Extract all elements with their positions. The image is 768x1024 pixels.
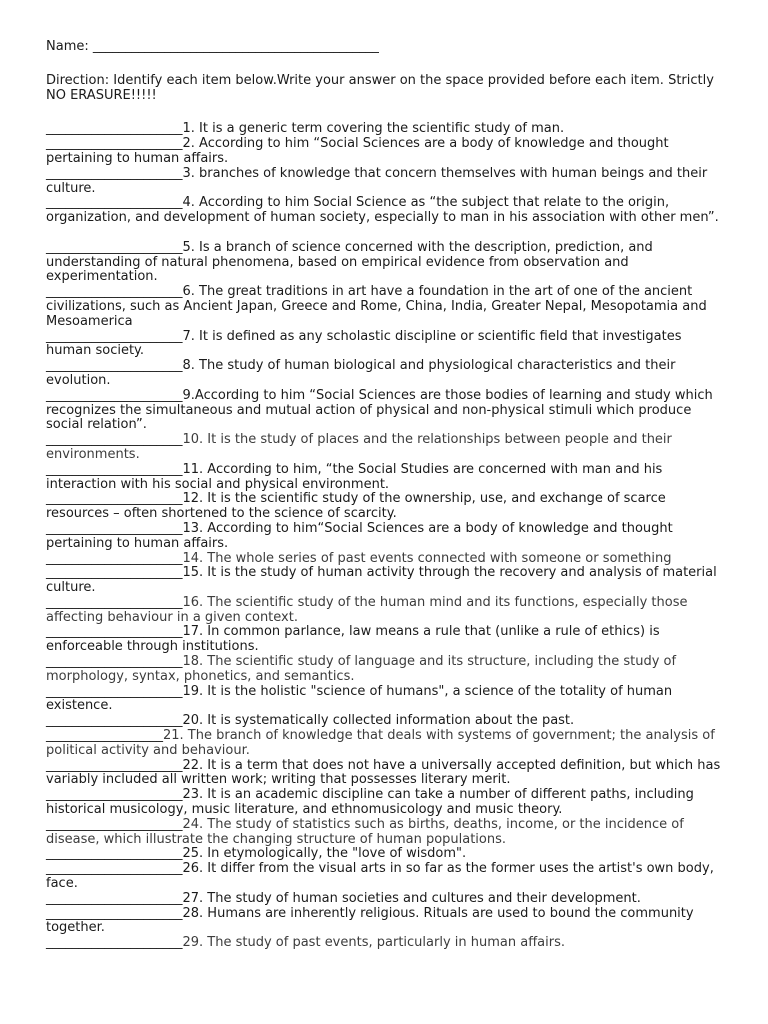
answer-blank: _____________________	[46, 890, 183, 906]
question-text: 7. It is defined as any scholastic discipline or scientific field that investigates human society.	[46, 328, 682, 359]
question-item-7	[46, 330, 726, 360]
question-text: 16. The scientific study of the human mind and its functions, especially those affecting behaviour in a given context.	[46, 594, 688, 625]
answer-blank: _____________________	[46, 757, 183, 773]
question-item-28	[46, 907, 726, 937]
question-item-14	[46, 552, 726, 567]
question-item-12	[46, 492, 726, 522]
answer-blank: _____________________	[46, 520, 183, 536]
answer-blank: _____________________	[46, 358, 183, 374]
question-text: 22. It is a term that does not have a universally accepted definition, but which has variably included all written work; writing that possesses literary merit.	[46, 757, 721, 788]
question-item-21	[46, 729, 726, 759]
question-item-5	[46, 241, 726, 285]
direction-text: Direction: Identify each item below.Write your answer on the space provided before each item. Strictly NO ERASURE!!!!!	[46, 72, 714, 103]
answer-blank: _____________________	[46, 550, 183, 566]
answer-blank: _____________________	[46, 136, 183, 152]
question-text: 2. According to him “Social Sciences are a body of knowledge and thought pertaining to human affairs.	[46, 136, 669, 166]
answer-blank: _____________________	[46, 461, 183, 477]
answer-blank: _____________________	[46, 713, 183, 729]
question-text: 14. The whole series of past events connected with someone or something	[182, 550, 672, 566]
answer-blank: _____________________	[46, 846, 183, 862]
question-text: 25. In etymologically, the "love of wisdom".	[182, 846, 467, 862]
answer-blank: _____________________	[46, 432, 183, 448]
question-text: 5. Is a branch of science concerned with the description, prediction, and understanding of natural phenomena, based on empirical evidence from observation and experimentation.	[46, 239, 653, 285]
question-item-3	[46, 167, 726, 197]
question-text: 23. It is an academic discipline can take a number of different paths, including historical musicology, music literature, and ethnomusicology and music theory.	[46, 787, 694, 818]
question-text: 6. The great traditions in art have a foundation in the art of one of the ancient civilizations, such as Ancient Japan, Greece and Rome, China, India, Greater Nepal, Mesopotamia and Mesoamerica	[46, 284, 707, 329]
question-item-11	[46, 463, 726, 493]
answer-blank: _____________________	[46, 121, 183, 137]
question-item-8	[46, 359, 726, 389]
question-item-10	[46, 433, 726, 463]
question-item-17	[46, 625, 726, 655]
answer-blank: _____________________	[46, 491, 183, 507]
question-item-6	[46, 285, 726, 329]
question-item-24	[46, 818, 726, 848]
question-item-25	[46, 847, 726, 862]
question-text: 3. branches of knowledge that concern themselves with human beings and their culture.	[46, 165, 708, 196]
question-item-9	[46, 389, 726, 433]
question-item-20	[46, 714, 726, 729]
question-item-22	[46, 759, 726, 789]
answer-blank: _____________________	[46, 284, 183, 300]
question-text: 1. It is a generic term covering the scientific study of man.	[182, 121, 565, 137]
question-item-13	[46, 522, 726, 552]
answer-blank: _____________________	[46, 935, 183, 951]
question-item-4	[46, 196, 726, 226]
answer-blank: _____________________	[46, 787, 183, 803]
question-list	[46, 122, 726, 951]
question-item-26	[46, 862, 726, 892]
name-line	[46, 40, 726, 55]
answer-blank: _____________________	[46, 239, 183, 255]
question-text: 10. It is the study of places and the relationships between people and their environments.	[46, 432, 672, 462]
question-item-29	[46, 936, 726, 951]
question-text: 20. It is systematically collected information about the past.	[182, 713, 575, 729]
question-item-16	[46, 596, 726, 626]
answer-blank: _____________________	[46, 654, 183, 670]
question-text: 4. According to him Social Science as “the subject that relate to the origin, organization, and development of human society, especially to man in his association with other men”.	[46, 195, 719, 226]
answer-blank: _____________________	[46, 905, 183, 921]
name-label: Name:	[46, 39, 89, 54]
question-text: 18. The scientific study of language and its structure, including the study of morphology, syntax, phonetics, and semantics.	[46, 654, 677, 684]
question-text: 28. Humans are inherently religious. Rituals are used to bound the community together.	[46, 905, 694, 936]
question-text: 17. In common parlance, law means a rule that (unlike a rule of ethics) is enforceable through institutions.	[46, 624, 660, 655]
question-text: 29. The study of past events, particularly in human affairs.	[182, 935, 565, 951]
question-text: 9.According to him “Social Sciences are those bodies of learning and study which recognizes the simultaneous and mutual action of physical and non-physical stimuli which produce social relation”.	[46, 387, 713, 433]
answer-blank: _____________________	[46, 328, 183, 344]
question-text: 12. It is the scientific study of the ownership, use, and exchange of scarce resources – often shortened to the science of scarcity.	[46, 491, 666, 522]
question-item-15	[46, 566, 726, 596]
answer-blank: _____________________	[46, 816, 183, 832]
answer-blank: __________________	[46, 728, 163, 744]
question-item-18	[46, 655, 726, 685]
question-text: 13. According to him“Social Sciences are a body of knowledge and thought pertaining to human affairs.	[46, 520, 673, 551]
question-item-19	[46, 685, 726, 715]
answer-blank: _____________________	[46, 624, 183, 640]
question-text: 15. It is the study of human activity through the recovery and analysis of material culture.	[46, 565, 717, 596]
answer-blank: _____________________	[46, 165, 183, 181]
answer-blank: _____________________	[46, 195, 183, 211]
answer-blank: _____________________	[46, 387, 183, 403]
question-item-2	[46, 137, 726, 167]
question-text: 19. It is the holistic "science of humans", a science of the totality of human existence.	[46, 683, 673, 714]
worksheet-page	[46, 40, 726, 951]
question-text: 24. The study of statistics such as births, deaths, income, or the incidence of disease, which illustrate the changing structure of human populations.	[46, 816, 684, 847]
question-text: 8. The study of human biological and physiological characteristics and their evolution.	[46, 358, 676, 388]
name-blank: ____________________________________________	[92, 39, 379, 54]
question-item-23	[46, 788, 726, 818]
question-text: 21. The branch of knowledge that deals with systems of government; the analysis of political activity and behaviour.	[46, 728, 715, 758]
answer-blank: _____________________	[46, 594, 183, 610]
question-item-1	[46, 122, 726, 137]
answer-blank: _____________________	[46, 683, 183, 699]
question-text: 27. The study of human societies and cultures and their development.	[182, 890, 641, 906]
question-item-27	[46, 892, 726, 907]
answer-blank: _____________________	[46, 861, 183, 877]
answer-blank: _____________________	[46, 565, 183, 581]
question-text: 11. According to him, “the Social Studies are concerned with man and his interaction with his social and physical environment.	[46, 461, 663, 492]
question-text: 26. It differ from the visual arts in so far as the former uses the artist's own body, face.	[46, 861, 714, 892]
